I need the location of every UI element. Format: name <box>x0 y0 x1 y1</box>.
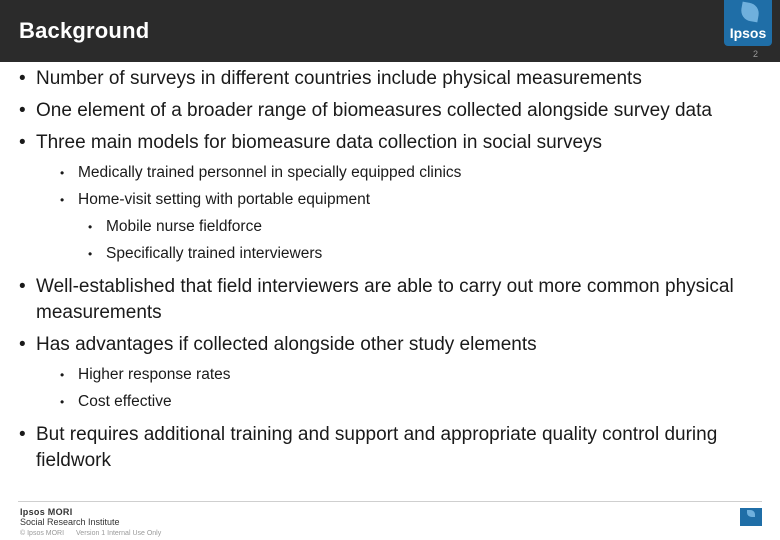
ipsos-logo-text: Ipsos <box>729 25 767 41</box>
ipsos-small-logo-icon <box>740 508 762 526</box>
bullet-3: • Three main models for biomeasure data collection in social surveys <box>0 130 750 156</box>
bullet-6: • But requires additional training and support and appropriate quality control during fieldwork <box>0 422 750 474</box>
footer-version: Version 1 Internal Use Only <box>76 530 162 537</box>
ipsos-logo <box>724 0 772 46</box>
sub-bullet-home-visit: • Home-visit setting with portable equipment <box>0 190 780 210</box>
footer-divider <box>18 501 762 502</box>
sub-bullet-clinics: • Medically trained personnel in specially equipped clinics <box>0 163 780 183</box>
footer-copyright: © Ipsos MORI <box>20 530 65 537</box>
sub-sub-bullet-nurse: • Mobile nurse fieldforce <box>0 217 780 237</box>
bullet-1: • Number of surveys in different countries include physical measurements <box>0 66 750 92</box>
sub-sub-bullet-interviewers: • Specifically trained interviewers <box>0 244 780 264</box>
sub-bullet-cost: • Cost effective <box>0 392 780 412</box>
bullet-2: • One element of a broader range of biomeasures collected alongside survey data <box>0 98 750 124</box>
ipsos-leaf-icon <box>740 2 761 23</box>
slide-content <box>0 66 780 474</box>
footer-brand-sub: Social Research Institute <box>20 517 120 527</box>
slide-header <box>0 0 780 62</box>
footer-note <box>20 530 171 537</box>
slide-title: Background <box>19 18 150 43</box>
bullet-4: • Well-established that field interviewers are able to carry out more common physical measurements <box>0 274 750 326</box>
footer-brand <box>20 507 120 527</box>
sub-bullet-response-rates: • Higher response rates <box>0 365 780 385</box>
page-number: 2 <box>752 49 758 59</box>
bullet-5: • Has advantages if collected alongside other study elements <box>0 332 750 358</box>
footer-brand-name: Ipsos MORI <box>20 507 73 517</box>
